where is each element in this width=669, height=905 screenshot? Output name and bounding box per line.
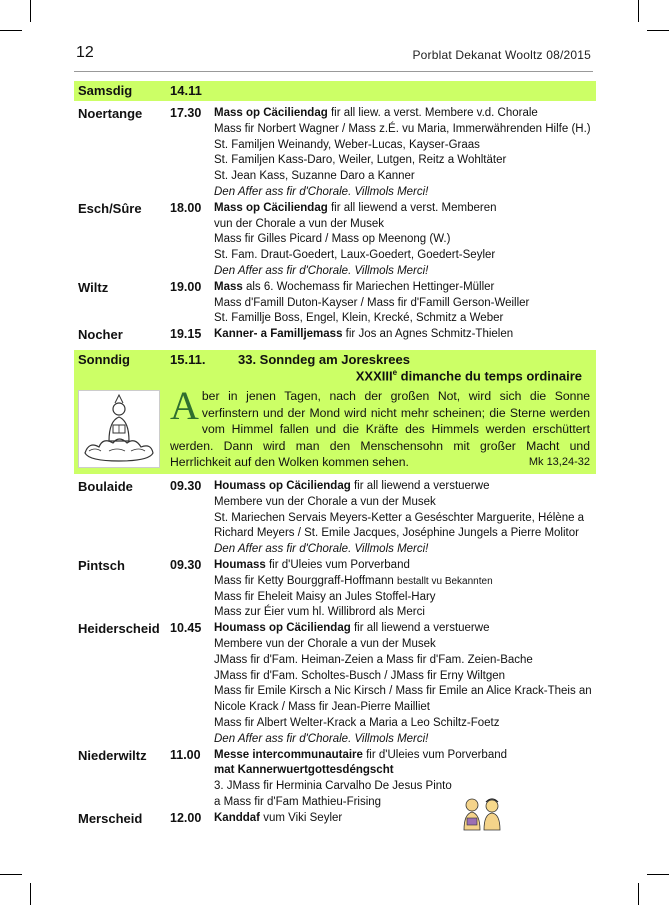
service-details xyxy=(214,811,342,827)
detail-line: mat Kannerwuertgottesdéngscht xyxy=(214,764,394,777)
detail-line: JMass fir d'Fam. Heiman-Zeien a Mass fir d'Fam. Zeien-Bache xyxy=(214,653,533,666)
service-details xyxy=(214,327,513,343)
detail-line: Mass op Cäciliendag fir all liewend a verst. Memberen xyxy=(214,201,497,214)
service-time: 19.00 xyxy=(170,279,202,294)
detail-line: Richard Meyers / St. Emile Jacques, Joséphine Jungels a Pierre Molitor xyxy=(214,527,579,540)
place-name: Nocher xyxy=(78,327,123,343)
detail-line: St. Fam. Draut-Goedert, Laux-Goedert, Goedert-Seyler xyxy=(214,249,496,262)
service-time: 09.30 xyxy=(170,558,202,572)
service-details xyxy=(214,280,529,327)
collection-note: Den Affer ass fir d'Chorale. Villmols Merci! xyxy=(214,264,429,277)
service-details xyxy=(214,621,592,747)
crop-mark xyxy=(638,883,639,905)
saint-on-cloud-icon xyxy=(79,391,159,467)
place-name: Esch/Sûre xyxy=(78,200,142,216)
gospel-text: Aber in jenen Tagen, nach der großen Not, wird sich die Sonne verfinstern und der Mond wird nicht mehr scheinen; die Sterne werden vom Himmel fallen und die Kräfte des Himmels werden erschüttert werden. Dann wird man den Menschensohn mit großer Macht und Herrlichkeit auf den Wolken kommen sehen. Mk 13,24-32 xyxy=(170,383,590,470)
detail-line: a Mass fir d'Fam Mathieu-Frising xyxy=(214,795,382,808)
detail-line: Mass d'Famill Duton-Kayser / Mass fir d'Famill Gerson-Weiller xyxy=(214,296,530,309)
date-label: 15.11. xyxy=(170,352,206,367)
crop-mark xyxy=(647,30,669,31)
publication-title: Porblat Dekanat Wooltz 08/2015 xyxy=(412,48,591,62)
detail-line: Messe intercommunautaire fir d'Uleies vum Porverband xyxy=(214,748,508,761)
detail-line: Mass fir Norbert Wagner / Mass z.É. vu Maria, Immerwährenden Hilfe (H.) xyxy=(214,122,591,135)
detail-line: St. Familjen Weinandy, Weber-Lucas, Kayser-Graas xyxy=(214,138,480,151)
detail-line: Houmass op Cäciliendag fir all liewend a verstuerwe xyxy=(214,480,490,492)
detail-line: Kanner- a Familljemass fir Jos an Agnes Schmitz-Thielen xyxy=(214,328,514,341)
service-time: 10.45 xyxy=(170,621,202,636)
collection-note: Den Affer ass fir d'Chorale. Villmols Merci! xyxy=(214,543,429,556)
place-name: Noertange xyxy=(78,106,143,121)
service-time: 17.30 xyxy=(170,106,202,120)
detail-line: Mass zur Éier vum hl. Willibrord als Merci xyxy=(214,606,425,619)
detail-line: JMass fir d'Fam. Scholtes-Busch / JMass fir Erny Wiltgen xyxy=(214,669,506,682)
service-time: 18.00 xyxy=(170,200,202,215)
detail-line: St. Mariechen Servais Meyers-Ketter a Geséschter Marguerite, Hélène a xyxy=(214,511,585,524)
detail-line: Houmass fir d'Uleies vum Porverband xyxy=(214,559,410,571)
detail-line: St. Jean Kass, Suzanne Daro a Kanner xyxy=(214,170,415,183)
service-details xyxy=(214,201,497,280)
place-name: Heiderscheid xyxy=(78,621,160,637)
sunday-band xyxy=(74,350,596,474)
children-icon xyxy=(458,796,506,832)
scripture-reference: Mk 13,24-32 xyxy=(528,456,590,469)
detail-line: Nicole Krack / Mass fir Jean-Pierre Mailliet xyxy=(214,701,431,714)
place-name: Niederwiltz xyxy=(78,747,147,763)
service-time: 12.00 xyxy=(170,810,202,825)
detail-line: Houmass op Cäciliendag fir all liewend a verstuerwe xyxy=(214,622,490,635)
collection-note: Den Affer ass fir d'Chorale. Villmols Merci! xyxy=(214,185,429,198)
drop-cap: A xyxy=(170,383,199,428)
detail-line: Mass fir Gilles Picard / Mass op Meenong (W.) xyxy=(214,233,451,246)
crop-mark xyxy=(0,874,22,875)
place-name: Pintsch xyxy=(78,558,125,573)
crop-mark xyxy=(0,30,22,31)
crop-mark xyxy=(647,874,669,875)
service-time: 19.15 xyxy=(170,327,202,342)
crop-mark xyxy=(30,0,31,22)
service-details xyxy=(214,106,591,201)
collection-note: Den Affer ass fir d'Chorale. Villmols Merci! xyxy=(214,732,429,745)
crop-mark xyxy=(638,0,639,22)
detail-line: Mass fir Eheleit Maisy an Jules Stoffel-Hary xyxy=(214,590,436,603)
service-time: 11.00 xyxy=(170,747,201,762)
detail-line: Kanddaf vum Viki Seyler xyxy=(214,811,343,824)
crop-mark xyxy=(30,883,31,905)
page-number: 12 xyxy=(76,44,94,61)
detail-line: Mass fir Ketty Bourggraff-Hoffmann bestallt vu Bekannten xyxy=(214,574,493,587)
detail-line: St. Familjen Kass-Daro, Weiler, Lutgen, Reitz a Wohltäter xyxy=(214,154,507,167)
detail-line: Mass fir Emile Kirsch a Nic Kirsch / Mass fir Emile an Alice Krack-Theis an xyxy=(214,685,592,698)
sunday-title: 33. Sonndeg am Joreskrees xyxy=(238,352,410,367)
detail-line: Membere vun der Chorale a vun der Musek xyxy=(214,637,436,650)
detail-line: 3. JMass fir Herminia Carvalho De Jesus Pinto xyxy=(214,780,452,793)
service-details xyxy=(214,558,493,621)
detail-line: Membere vun der Chorale a vun der Musek xyxy=(214,495,436,508)
saturday-band xyxy=(74,81,596,101)
detail-line: Mass als 6. Wochemass fir Mariechen Hettinger-Müller xyxy=(214,280,495,293)
detail-line: Mass fir Albert Welter-Krack a Maria a Leo Schiltz-Foetz xyxy=(214,716,500,729)
date-label: 14.11 xyxy=(170,83,202,98)
detail-line: St. Famillje Boss, Engel, Klein, Krecké, Schmitz a Weber xyxy=(214,312,504,325)
detail-line: Mass op Cäciliendag fir all liew. a verst. Membere v.d. Chorale xyxy=(214,107,538,119)
service-details xyxy=(214,479,584,558)
service-time: 09.30 xyxy=(170,479,202,493)
place-name: Merscheid xyxy=(78,810,143,826)
place-name: Wiltz xyxy=(78,279,109,295)
detail-line: vun der Chorale a vun der Musek xyxy=(214,217,385,230)
sunday-subtitle: XXXIIIe dimanche du temps ordinaire xyxy=(355,368,582,384)
header-rule xyxy=(74,71,593,72)
day-label: Samsdig xyxy=(78,83,133,98)
day-label: Sonndig xyxy=(78,352,130,367)
place-name: Boulaide xyxy=(78,479,133,494)
saint-illustration xyxy=(78,390,160,468)
